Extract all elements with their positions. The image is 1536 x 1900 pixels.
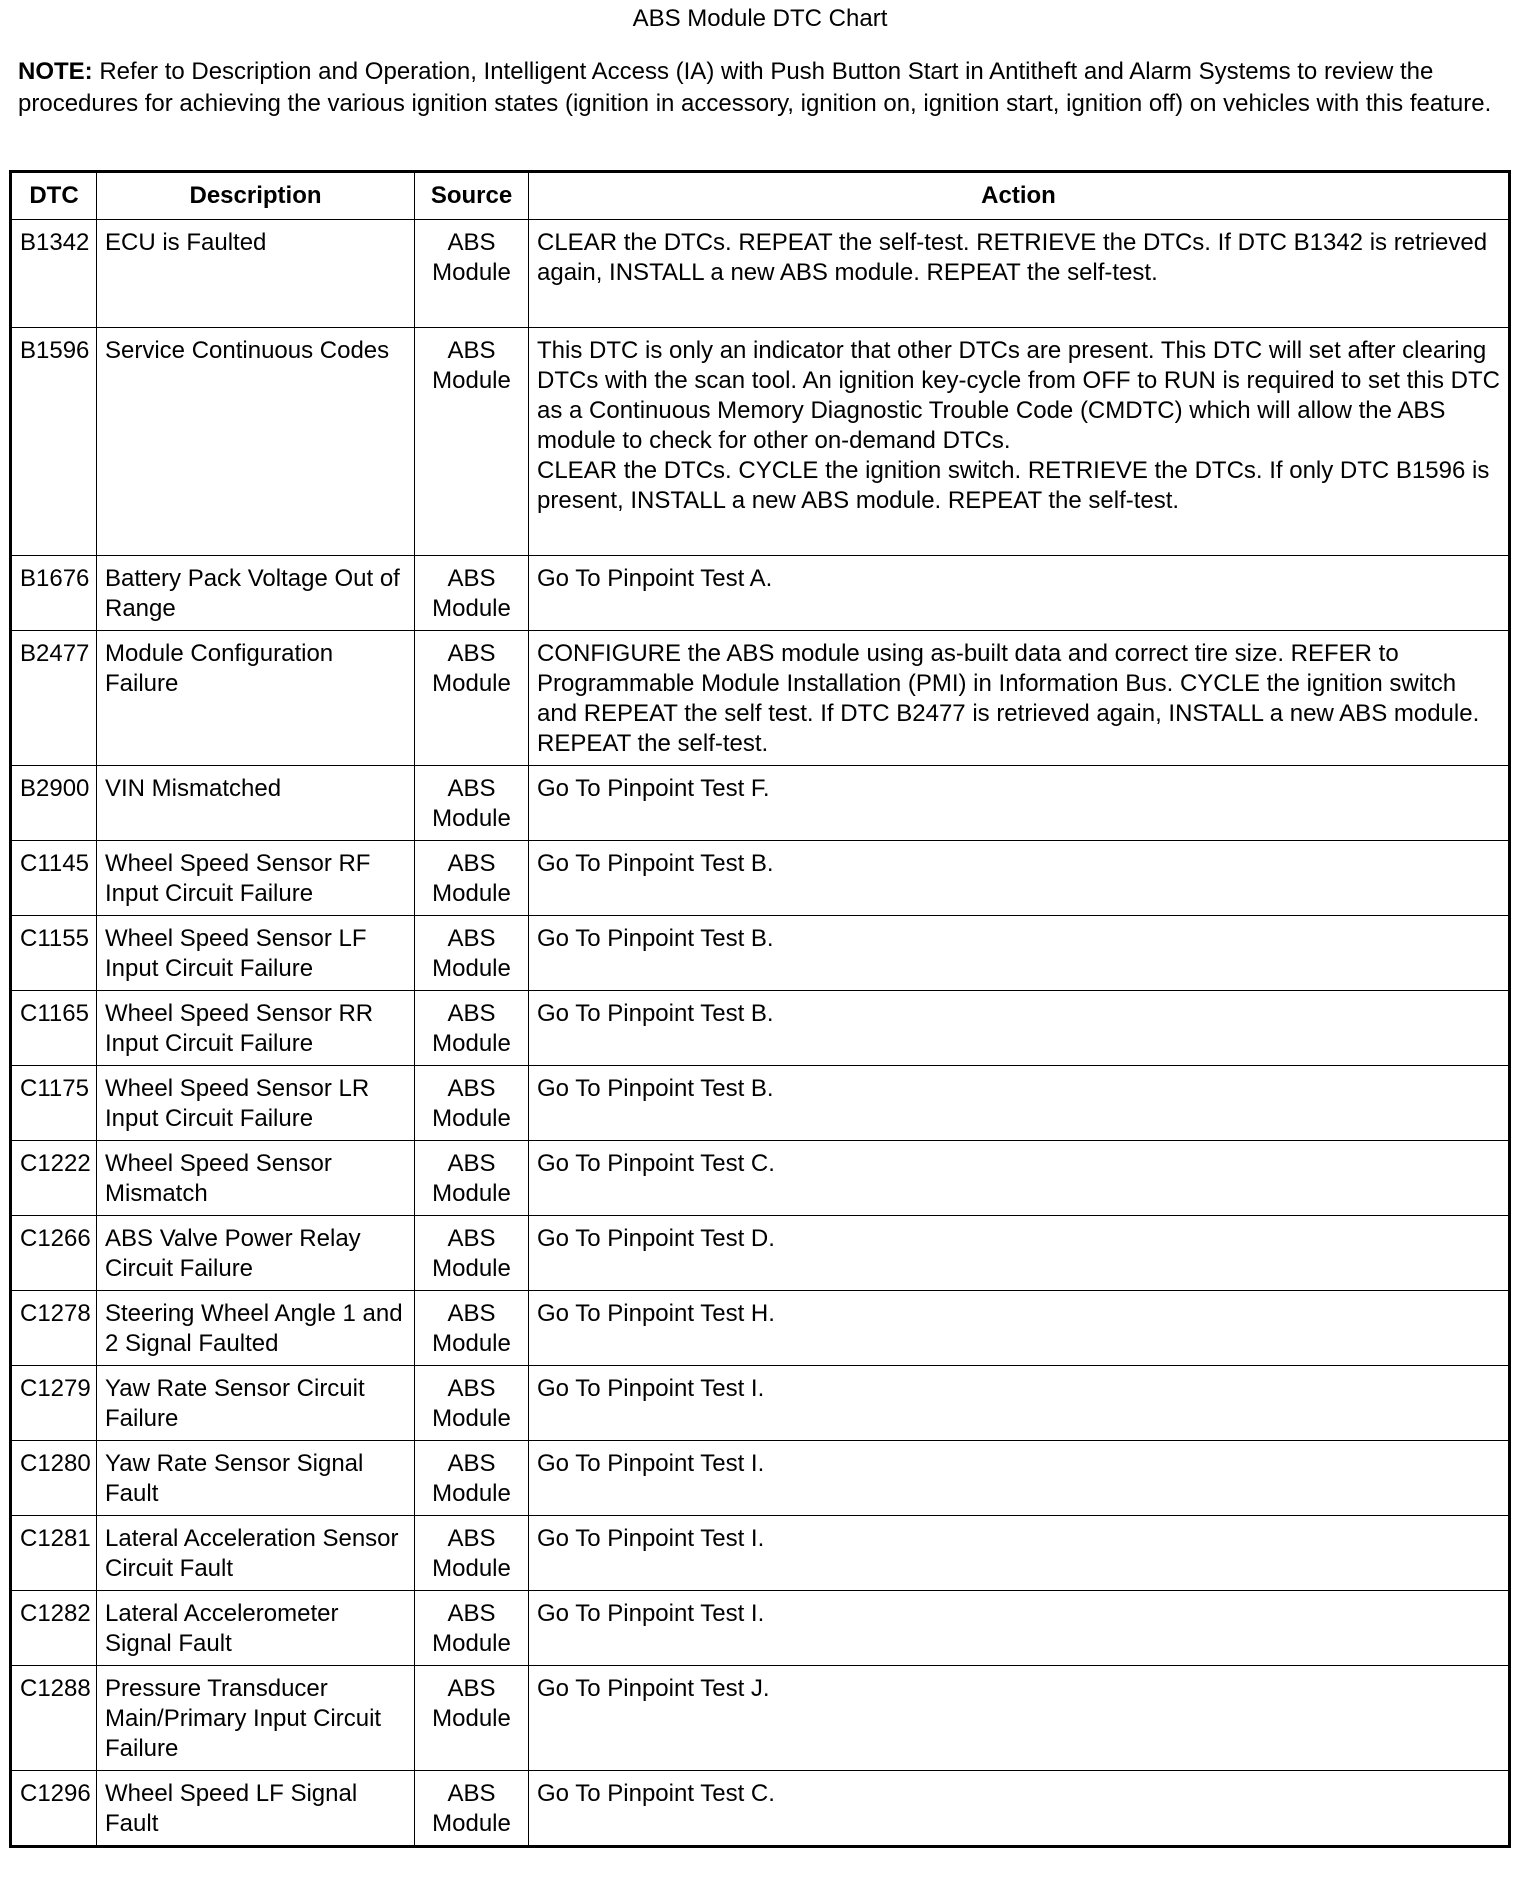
dtc-description: Wheel Speed Sensor RF Input Circuit Failure bbox=[97, 841, 415, 916]
table-row bbox=[11, 991, 1510, 1066]
table-row bbox=[11, 220, 1510, 328]
dtc-code: B1596 bbox=[11, 328, 97, 556]
dtc-description: Yaw Rate Sensor Circuit Failure bbox=[97, 1366, 415, 1441]
dtc-code: B2477 bbox=[11, 631, 97, 766]
dtc-code: B1342 bbox=[11, 220, 97, 328]
dtc-code: C1222 bbox=[11, 1141, 97, 1216]
table-body bbox=[11, 220, 1510, 1847]
dtc-description: VIN Mismatched bbox=[97, 766, 415, 841]
dtc-source: ABS Module bbox=[415, 631, 529, 766]
dtc-action: Go To Pinpoint Test J. bbox=[529, 1666, 1510, 1771]
dtc-code: C1296 bbox=[11, 1771, 97, 1847]
dtc-description: Module Configuration Failure bbox=[97, 631, 415, 766]
dtc-source: ABS Module bbox=[415, 1291, 529, 1366]
dtc-source: ABS Module bbox=[415, 1516, 529, 1591]
dtc-code: C1145 bbox=[11, 841, 97, 916]
dtc-action: Go To Pinpoint Test C. bbox=[529, 1141, 1510, 1216]
dtc-code: C1280 bbox=[11, 1441, 97, 1516]
header-dtc: DTC bbox=[11, 172, 97, 220]
table-row bbox=[11, 631, 1510, 766]
note-label: NOTE: bbox=[18, 58, 93, 85]
dtc-source: ABS Module bbox=[415, 1666, 529, 1771]
table-row bbox=[11, 1441, 1510, 1516]
dtc-action: Go To Pinpoint Test I. bbox=[529, 1516, 1510, 1591]
table-header-row bbox=[11, 172, 1510, 220]
dtc-action: Go To Pinpoint Test B. bbox=[529, 1066, 1510, 1141]
note-paragraph bbox=[18, 56, 1518, 120]
dtc-code: C1165 bbox=[11, 991, 97, 1066]
dtc-description: Wheel Speed Sensor RR Input Circuit Failure bbox=[97, 991, 415, 1066]
dtc-code: B2900 bbox=[11, 766, 97, 841]
header-action: Action bbox=[529, 172, 1510, 220]
dtc-table bbox=[9, 170, 1511, 1848]
dtc-description: Yaw Rate Sensor Signal Fault bbox=[97, 1441, 415, 1516]
dtc-action: Go To Pinpoint Test F. bbox=[529, 766, 1510, 841]
dtc-description: Wheel Speed Sensor Mismatch bbox=[97, 1141, 415, 1216]
table-row bbox=[11, 1591, 1510, 1666]
dtc-action: Go To Pinpoint Test I. bbox=[529, 1366, 1510, 1441]
header-description: Description bbox=[97, 172, 415, 220]
table-row bbox=[11, 1516, 1510, 1591]
table-row bbox=[11, 841, 1510, 916]
dtc-description: Service Continuous Codes bbox=[97, 328, 415, 556]
dtc-description: Battery Pack Voltage Out of Range bbox=[97, 556, 415, 631]
dtc-action-part-1: This DTC is only an indicator that other DTCs are present. This DTC will set after clearing DTCs with the scan tool. An ignition key-cycle from OFF to RUN is required to set this DTC as a Continuous Memory Diagnostic Trouble Code (CMDTC) which will allow the ABS module to check for other on-demand DTCs. bbox=[537, 337, 1500, 454]
dtc-code: C1281 bbox=[11, 1516, 97, 1591]
dtc-code: C1155 bbox=[11, 916, 97, 991]
page-title: ABS Module DTC Chart bbox=[632, 5, 888, 32]
dtc-action-part-2: CLEAR the DTCs. CYCLE the ignition switch. RETRIEVE the DTCs. If only DTC B1596 is present, INSTALL a new ABS module. REPEAT the self-test. bbox=[537, 457, 1490, 514]
dtc-description: Lateral Accelerometer Signal Fault bbox=[97, 1591, 415, 1666]
table-row bbox=[11, 916, 1510, 991]
table-row bbox=[11, 1771, 1510, 1847]
dtc-source: ABS Module bbox=[415, 841, 529, 916]
dtc-action: Go To Pinpoint Test A. bbox=[529, 556, 1510, 631]
dtc-action: Go To Pinpoint Test C. bbox=[529, 1771, 1510, 1847]
dtc-description: Steering Wheel Angle 1 and 2 Signal Faulted bbox=[97, 1291, 415, 1366]
table-row bbox=[11, 1066, 1510, 1141]
dtc-action: Go To Pinpoint Test B. bbox=[529, 841, 1510, 916]
dtc-source: ABS Module bbox=[415, 916, 529, 991]
dtc-source: ABS Module bbox=[415, 766, 529, 841]
dtc-source: ABS Module bbox=[415, 556, 529, 631]
dtc-source: ABS Module bbox=[415, 1366, 529, 1441]
note-text: Refer to Description and Operation, Intelligent Access (IA) with Push Button Start in Antitheft and Alarm Systems to review the procedures for achieving the various ignition states (ignition in accessory, ignition on, ignition start, ignition off) on vehicles with this feature. bbox=[18, 58, 1492, 117]
dtc-source: ABS Module bbox=[415, 1591, 529, 1666]
dtc-description: ECU is Faulted bbox=[97, 220, 415, 328]
dtc-code: C1282 bbox=[11, 1591, 97, 1666]
dtc-description: Lateral Acceleration Sensor Circuit Fault bbox=[97, 1516, 415, 1591]
dtc-description: ABS Valve Power Relay Circuit Failure bbox=[97, 1216, 415, 1291]
dtc-action: CLEAR the DTCs. REPEAT the self-test. RETRIEVE the DTCs. If DTC B1342 is retrieved again, INSTALL a new ABS module. REPEAT the self-test. bbox=[529, 220, 1510, 328]
header-source: Source bbox=[415, 172, 529, 220]
dtc-action: Go To Pinpoint Test I. bbox=[529, 1591, 1510, 1666]
table-row bbox=[11, 556, 1510, 631]
table-row bbox=[11, 766, 1510, 841]
dtc-description: Wheel Speed LF Signal Fault bbox=[97, 1771, 415, 1847]
dtc-source: ABS Module bbox=[415, 991, 529, 1066]
dtc-source: ABS Module bbox=[415, 328, 529, 556]
dtc-source: ABS Module bbox=[415, 220, 529, 328]
table-row bbox=[11, 1666, 1510, 1771]
dtc-source: ABS Module bbox=[415, 1216, 529, 1291]
table-row bbox=[11, 328, 1510, 556]
dtc-action: Go To Pinpoint Test H. bbox=[529, 1291, 1510, 1366]
dtc-code: C1278 bbox=[11, 1291, 97, 1366]
dtc-source: ABS Module bbox=[415, 1141, 529, 1216]
dtc-action: Go To Pinpoint Test B. bbox=[529, 991, 1510, 1066]
dtc-source: ABS Module bbox=[415, 1441, 529, 1516]
table-row bbox=[11, 1141, 1510, 1216]
dtc-description: Wheel Speed Sensor LF Input Circuit Failure bbox=[97, 916, 415, 991]
dtc-code: C1175 bbox=[11, 1066, 97, 1141]
dtc-code: C1279 bbox=[11, 1366, 97, 1441]
table-row bbox=[11, 1216, 1510, 1291]
dtc-action bbox=[529, 328, 1510, 556]
table-row bbox=[11, 1366, 1510, 1441]
dtc-action: Go To Pinpoint Test D. bbox=[529, 1216, 1510, 1291]
dtc-description: Pressure Transducer Main/Primary Input Circuit Failure bbox=[97, 1666, 415, 1771]
dtc-source: ABS Module bbox=[415, 1771, 529, 1847]
dtc-action: Go To Pinpoint Test I. bbox=[529, 1441, 1510, 1516]
dtc-description: Wheel Speed Sensor LR Input Circuit Failure bbox=[97, 1066, 415, 1141]
dtc-source: ABS Module bbox=[415, 1066, 529, 1141]
dtc-action: CONFIGURE the ABS module using as-built data and correct tire size. REFER to Programmable Module Installation (PMI) in Information Bus. CYCLE the ignition switch and REPEAT the self test. If DTC B2477 is retrieved again, INSTALL a new ABS module. REPEAT the self-test. bbox=[529, 631, 1510, 766]
dtc-code: B1676 bbox=[11, 556, 97, 631]
dtc-code: C1266 bbox=[11, 1216, 97, 1291]
dtc-action: Go To Pinpoint Test B. bbox=[529, 916, 1510, 991]
dtc-code: C1288 bbox=[11, 1666, 97, 1771]
table-row bbox=[11, 1291, 1510, 1366]
